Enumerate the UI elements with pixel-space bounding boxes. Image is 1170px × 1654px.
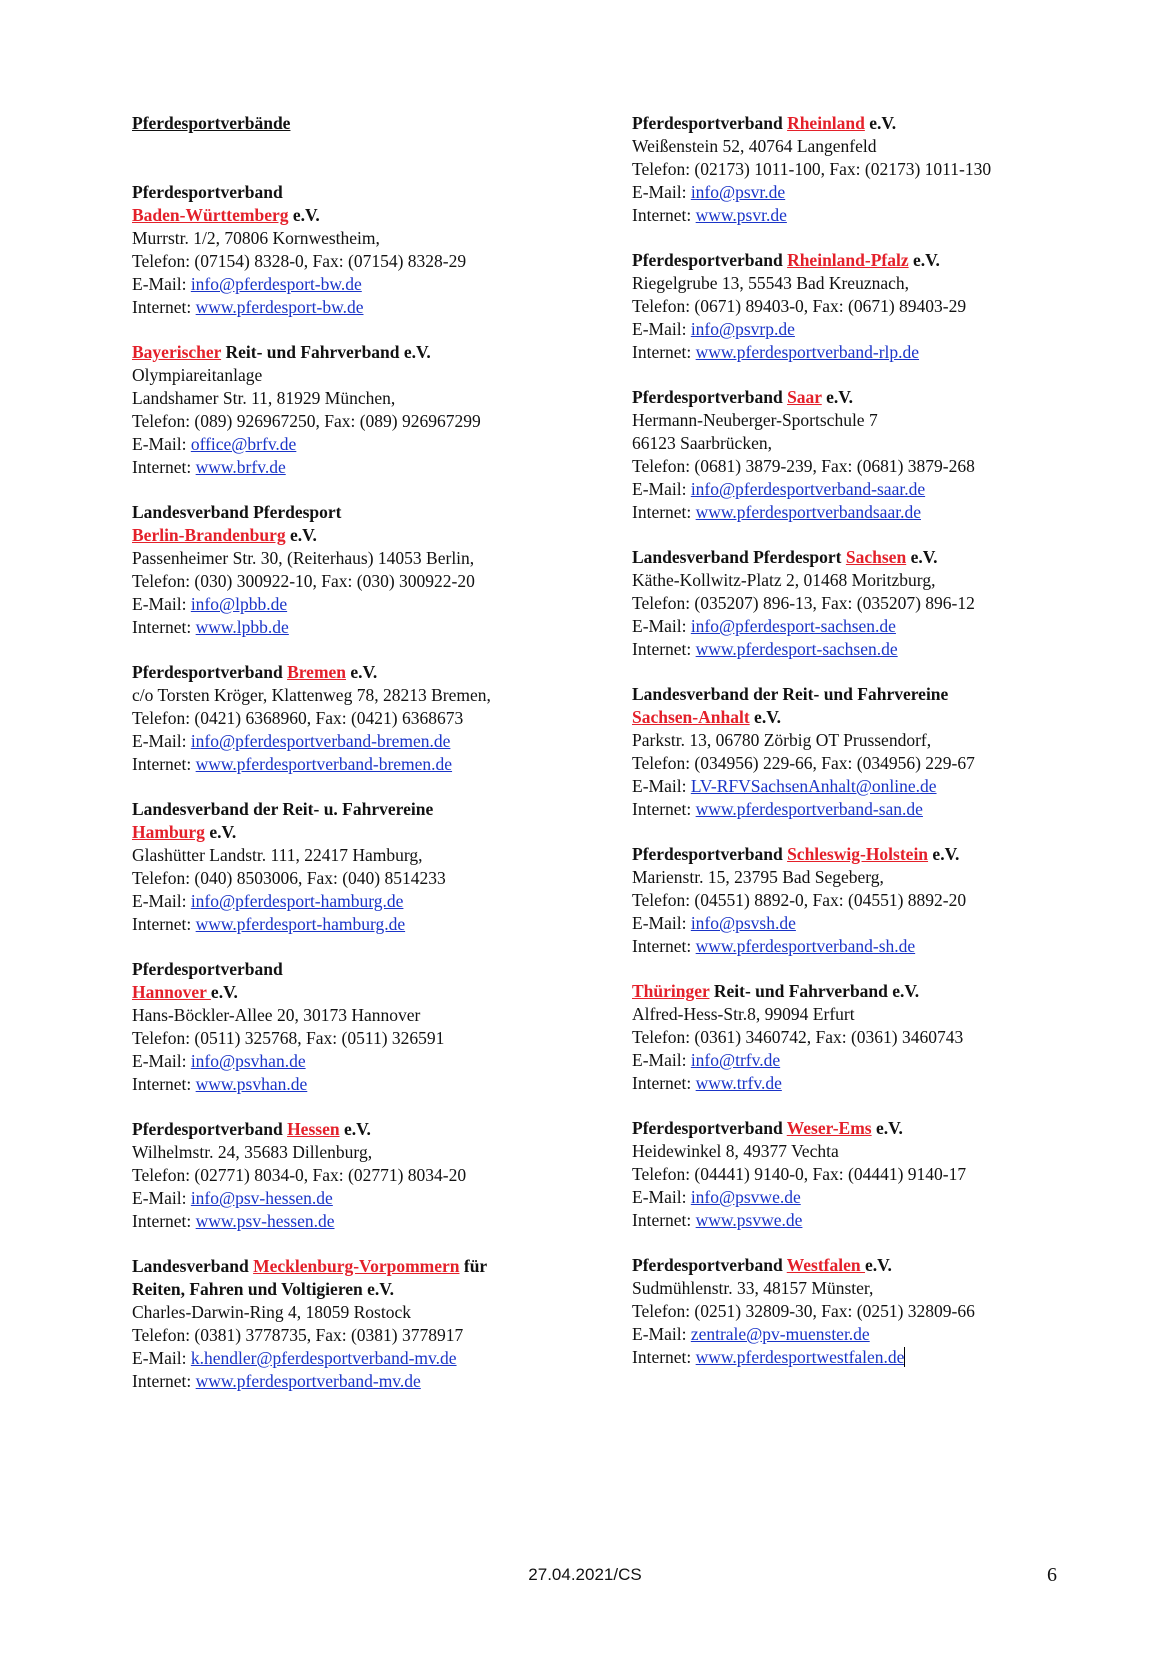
association-entry [632,1254,1152,1369]
title-text: Pferdesportverband [132,662,288,682]
address-line: Charles-Darwin-Ring 4, 18059 Rostock [132,1302,411,1322]
email-label: E-Mail: [632,616,691,636]
website-label: Internet: [632,342,696,362]
email-line [632,1323,1152,1346]
email-label: E-Mail: [132,1188,191,1208]
region-name: Sachsen [845,547,907,567]
email-link[interactable]: info@psv-hessen.de [190,1188,333,1208]
website-line [132,753,602,776]
title-text: e.V. [928,844,960,864]
phone-fax-line: Telefon: (04551) 8892-0, Fax: (04551) 8892-20 [632,890,967,910]
email-line [132,433,602,456]
website-label: Internet: [632,1347,696,1367]
website-link[interactable]: www.psvr.de [695,205,787,225]
title-text: Pferdesportverband [132,1119,288,1139]
association-title-line [132,798,602,821]
address-line: Marienstr. 15, 23795 Bad Segeberg, [632,867,884,887]
title-text: e.V. [865,1255,892,1275]
association-title-line [132,341,602,364]
website-label: Internet: [132,914,196,934]
website-link[interactable]: www.pferdesport-sachsen.de [695,639,898,659]
association-title-line [132,821,602,844]
website-line [632,1209,1152,1232]
association-title-line [632,843,1152,866]
association-entry [132,958,602,1096]
region-name: Mecklenburg-Vorpommern [253,1256,460,1276]
title-text: für [459,1256,488,1276]
email-link[interactable]: info@lpbb.de [190,594,288,614]
address-line: Hermann-Neuberger-Sportschule 7 [632,410,878,430]
website-label: Internet: [132,297,196,317]
address-line: Alfred-Hess-Str.8, 99094 Erfurt [632,1004,855,1024]
email-line [632,1186,1152,1209]
website-link[interactable]: www.pferdesportverband-mv.de [195,1371,421,1391]
phone-fax-line: Telefon: (0681) 3879-239, Fax: (0681) 3879-268 [632,456,975,476]
address-line: Parkstr. 13, 06780 Zörbig OT Prussendorf, [632,730,932,750]
website-label: Internet: [632,502,696,522]
region-name: Hannover [132,982,211,1002]
email-line [132,730,602,753]
phone-fax-line: Telefon: (0671) 89403-0, Fax: (0671) 89403-29 [632,296,967,316]
email-line [132,1050,602,1073]
title-text: Landesverband Pferdesport [632,547,846,567]
email-label: E-Mail: [132,891,191,911]
phone-fax-line: Telefon: (02771) 8034-0, Fax: (02771) 8034-20 [132,1165,467,1185]
region-name: Bayerischer [132,342,222,362]
website-label: Internet: [132,1211,196,1231]
title-text: Landesverband [132,1256,254,1276]
heading-spacer [132,135,602,181]
title-text: Pferdesportverband [632,1255,787,1275]
association-list-left [132,181,602,1393]
email-label: E-Mail: [632,319,691,339]
right-column [632,112,1152,1391]
email-label: E-Mail: [632,1187,691,1207]
email-link[interactable]: info@psvwe.de [690,1187,801,1207]
title-text: Pferdesportverband [632,1118,787,1138]
website-line [632,341,1152,364]
email-label: E-Mail: [632,1050,691,1070]
email-link[interactable]: zentrale@pv-muenster.de [690,1324,870,1344]
title-text: Pferdesportverband [632,844,788,864]
title-text: e.V. [339,1119,371,1139]
website-link[interactable]: www.psvwe.de [695,1210,803,1230]
association-entry [632,1117,1152,1232]
email-link[interactable]: info@pferdesport-hamburg.de [190,891,404,911]
website-line [632,798,1152,821]
association-title-line [132,981,602,1004]
association-title-line [132,1255,602,1278]
address-line: Passenheimer Str. 30, (Reiterhaus) 14053 Berlin, [132,548,475,568]
website-label: Internet: [632,936,696,956]
website-label: Internet: [132,457,196,477]
phone-fax-line: Telefon: (04441) 9140-0, Fax: (04441) 9140-17 [632,1164,967,1184]
region-name: Hessen [287,1119,340,1139]
association-title-line [132,524,602,547]
association-title-line [132,661,602,684]
website-line [132,456,602,479]
association-title-line [632,683,1152,706]
website-link[interactable]: www.lpbb.de [195,617,289,637]
email-label: E-Mail: [632,479,691,499]
association-title-line [132,181,602,204]
website-link[interactable]: www.brfv.de [195,457,286,477]
association-entry [632,683,1152,821]
association-entry [132,181,602,319]
email-link[interactable]: LV-RFVSachsenAnhalt@online.de [690,776,937,796]
email-line [632,478,1152,501]
email-label: E-Mail: [632,182,691,202]
text-cursor [904,1347,905,1367]
association-title-line [632,980,1152,1003]
address-line: Sudmühlenstr. 33, 48157 Münster, [632,1278,874,1298]
email-line [632,318,1152,341]
title-text: e.V. [210,982,238,1002]
association-entry [132,1118,602,1233]
association-entry [132,1255,602,1393]
website-line [132,913,602,936]
website-line [632,1072,1152,1095]
website-link[interactable]: www.pferdesport-bw.de [195,297,364,317]
email-line [632,775,1152,798]
email-link[interactable]: info@psvr.de [690,182,786,202]
address-line: Riegelgrube 13, 55543 Bad Kreuznach, [632,273,910,293]
email-link[interactable]: info@psvsh.de [690,913,796,933]
association-title-line [632,249,1152,272]
title-text: e.V. [906,547,938,567]
region-name: Saar [787,387,822,407]
website-label: Internet: [632,205,696,225]
email-label: E-Mail: [132,434,191,454]
association-title-line [632,1117,1152,1140]
address-line: 66123 Saarbrücken, [632,433,772,453]
association-title-line [132,204,602,227]
phone-fax-line: Telefon: (0251) 32809-30, Fax: (0251) 32809-66 [632,1301,975,1321]
email-label: E-Mail: [632,1324,691,1344]
email-link[interactable]: k.hendler@pferdesportverband-mv.de [190,1348,457,1368]
address-line: c/o Torsten Kröger, Klattenweg 78, 28213 Bremen, [132,685,491,705]
association-title-line [632,706,1152,729]
title-text: Reit- und Fahrverband e.V. [709,981,920,1001]
email-label: E-Mail: [132,1348,191,1368]
email-link[interactable]: info@trfv.de [690,1050,781,1070]
region-name: Sachsen-Anhalt [632,707,750,727]
association-title-line [132,1278,602,1301]
title-text: Pferdesportverband [632,250,788,270]
region-name: Rheinland [787,113,865,133]
association-entry [632,843,1152,958]
email-link[interactable]: info@psvhan.de [190,1051,306,1071]
title-text: e.V. [749,707,781,727]
email-line [132,890,602,913]
email-label: E-Mail: [632,776,691,796]
title-text: e.V. [864,113,897,133]
email-link[interactable]: office@brfv.de [190,434,297,454]
website-link[interactable]: www.trfv.de [695,1073,782,1093]
phone-fax-line: Telefon: (040) 8503006, Fax: (040) 8514233 [132,868,446,888]
address-line: Landshamer Str. 11, 81929 München, [132,388,396,408]
address-line: Hans-Böckler-Allee 20, 30173 Hannover [132,1005,421,1025]
title-text: e.V. [821,387,854,407]
address-line: Heidewinkel 8, 49377 Vechta [632,1141,839,1161]
region-name: Bremen [287,662,347,682]
address-line: Wilhelmstr. 24, 35683 Dillenburg, [132,1142,373,1162]
association-entry [632,546,1152,661]
region-name: Weser-Ems [786,1118,872,1138]
email-line [132,273,602,296]
title-text: e.V. [871,1118,903,1138]
email-link[interactable]: info@pferdesport-sachsen.de [690,616,896,636]
website-label: Internet: [632,1073,696,1093]
association-entry [132,661,602,776]
address-line: Weißenstein 52, 40764 Langenfeld [632,136,877,156]
association-title-line [632,546,1152,569]
email-line [132,593,602,616]
association-title-line [632,112,1152,135]
region-name: Berlin-Brandenburg [132,525,286,545]
email-link[interactable]: info@psvrp.de [690,319,795,339]
email-line [132,1347,602,1370]
region-name: Baden-Württemberg [132,205,289,225]
website-line [632,1346,1152,1369]
association-entry [132,341,602,479]
title-text: Landesverband Pferdesport [132,502,342,522]
website-label: Internet: [132,754,196,774]
website-line [132,1073,602,1096]
phone-fax-line: Telefon: (089) 926967250, Fax: (089) 926967299 [132,411,481,431]
title-text: Landesverband der Reit- und Fahrvereine [632,684,949,704]
association-title-line [632,1254,1152,1277]
email-label: E-Mail: [632,913,691,933]
website-label: Internet: [132,617,196,637]
website-label: Internet: [632,799,696,819]
email-label: E-Mail: [132,731,191,751]
page-number: 6 [1047,1564,1057,1586]
email-line [132,1187,602,1210]
website-link[interactable]: www.pferdesportverband-san.de [695,799,923,819]
association-entry [632,249,1152,364]
email-line [632,1049,1152,1072]
title-text: e.V. [346,662,378,682]
association-entry [632,112,1152,227]
phone-fax-line: Telefon: (0361) 3460742, Fax: (0361) 3460743 [632,1027,964,1047]
email-label: E-Mail: [132,1051,191,1071]
website-line [632,204,1152,227]
address-line: Olympiareitanlage [132,365,263,385]
association-title-line [132,1118,602,1141]
region-name: Westfalen [786,1255,865,1275]
phone-fax-line: Telefon: (035207) 896-13, Fax: (035207) 896-12 [632,593,975,613]
association-entry [632,980,1152,1095]
email-label: E-Mail: [132,274,191,294]
title-text: Pferdesportverband [632,387,788,407]
email-link[interactable]: info@pferdesportverband-bremen.de [190,731,451,751]
website-link[interactable]: www.pferdesport-hamburg.de [195,914,406,934]
title-text: Reit- und Fahrverband e.V. [221,342,431,362]
title-text: Reiten, Fahren und Voltigieren e.V. [132,1279,395,1299]
region-name: Thüringer [632,981,710,1001]
email-line [632,181,1152,204]
association-entry [132,798,602,936]
website-line [632,935,1152,958]
region-name: Schleswig-Holstein [787,844,929,864]
website-link[interactable]: www.psv-hessen.de [195,1211,335,1231]
page-heading: Pferdesportverbände [132,113,291,133]
region-name: Hamburg [132,822,205,842]
email-label: E-Mail: [132,594,191,614]
association-entry [632,386,1152,524]
title-text: e.V. [288,205,320,225]
email-link[interactable]: info@pferdesport-bw.de [190,274,362,294]
phone-fax-line: Telefon: (034956) 229-66, Fax: (034956) 229-67 [632,753,975,773]
website-label: Internet: [632,639,696,659]
title-text: e.V. [908,250,940,270]
left-column [132,112,602,1415]
association-title-line [632,386,1152,409]
website-line [132,1210,602,1233]
title-text: Pferdesportverband [132,959,283,979]
website-link[interactable]: www.pferdesportverband-rlp.de [695,342,920,362]
email-link[interactable]: info@pferdesportverband-saar.de [690,479,926,499]
website-link[interactable]: www.pferdesportwestfalen.de [695,1347,905,1367]
address-line: Glashütter Landstr. 111, 22417 Hamburg, [132,845,423,865]
association-title-line [132,501,602,524]
website-link[interactable]: www.pferdesportverbandsaar.de [695,502,921,522]
phone-fax-line: Telefon: (02173) 1011-100, Fax: (02173) 1011-130 [632,159,992,179]
title-text: Landesverband der Reit- u. Fahrvereine [132,799,434,819]
phone-fax-line: Telefon: (030) 300922-10, Fax: (030) 300922-20 [132,571,475,591]
email-line [632,615,1152,638]
region-name: Rheinland-Pfalz [787,250,909,270]
association-list-right [632,112,1152,1369]
email-line [632,912,1152,935]
website-label: Internet: [132,1371,196,1391]
website-link[interactable]: www.pferdesportverband-bremen.de [195,754,453,774]
website-line [132,296,602,319]
phone-fax-line: Telefon: (0421) 6368960, Fax: (0421) 6368673 [132,708,464,728]
website-label: Internet: [132,1074,196,1094]
website-line [632,501,1152,524]
title-text: e.V. [204,822,237,842]
website-label: Internet: [632,1210,696,1230]
footer-date: 27.04.2021/CS [528,1565,642,1584]
title-text: Pferdesportverband [132,182,283,202]
website-line [632,638,1152,661]
phone-fax-line: Telefon: (07154) 8328-0, Fax: (07154) 8328-29 [132,251,467,271]
title-text: e.V. [285,525,317,545]
website-link[interactable]: www.pferdesportverband-sh.de [695,936,916,956]
title-text: Pferdesportverband [632,113,788,133]
association-entry [132,501,602,639]
address-line: Murrstr. 1/2, 70806 Kornwestheim, [132,228,380,248]
address-line: Käthe-Kollwitz-Platz 2, 01468 Moritzburg, [632,570,936,590]
association-title-line [132,958,602,981]
phone-fax-line: Telefon: (0381) 3778735, Fax: (0381) 3778917 [132,1325,464,1345]
website-line [132,1370,602,1393]
website-line [132,616,602,639]
phone-fax-line: Telefon: (0511) 325768, Fax: (0511) 326591 [132,1028,445,1048]
website-link[interactable]: www.psvhan.de [195,1074,308,1094]
